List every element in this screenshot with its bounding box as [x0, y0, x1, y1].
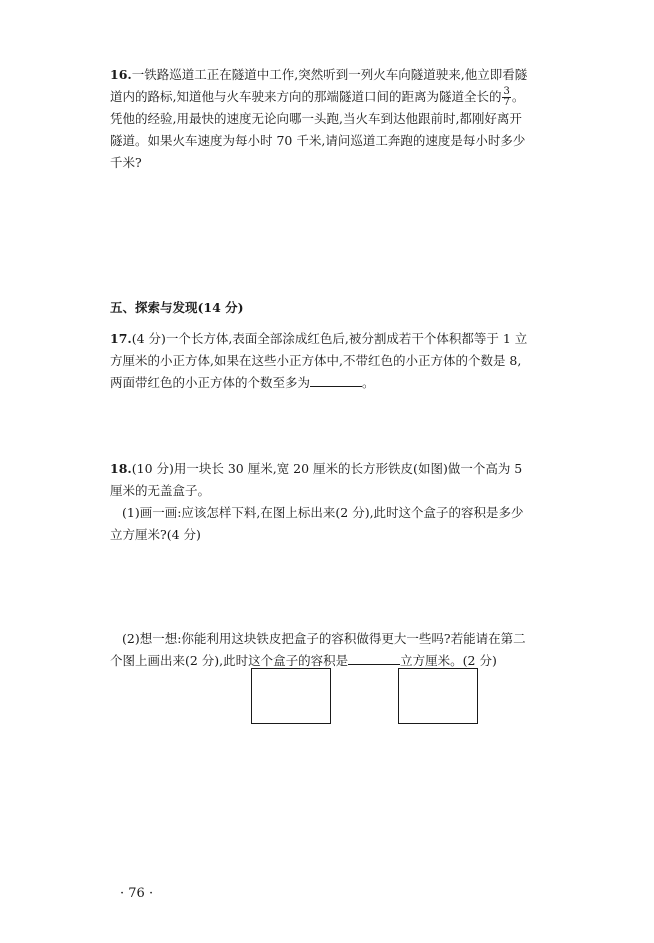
- question-16-text-b: 。凭他的经验,用最快的速度无论向哪一头跑,当火车到达他跟前时,都刚好离开隧道。如果火车速度为每小时 70 千米,请问巡道工奔跑的速度是每小时多少千米?: [110, 89, 526, 170]
- question-16-text-a: 一铁路巡道工正在隧道中工作,突然听到一列火车向隧道驶来,他立即看隧道内的路标,知道他与火车驶来方向的那端隧道口间的距离为隧道全长的: [110, 67, 528, 104]
- question-18: [110, 458, 530, 502]
- question-18-part-2-text-a: (2)想一想:你能利用这块铁皮把盒子的容积做得更大一些吗?若能请在第二个图上画出来(2 分),此时这个盒子的容积是: [110, 631, 526, 668]
- fraction-denominator: 7: [503, 97, 510, 108]
- question-18-part-1: (1)画一画:应该怎样下料,在图上标出来(2 分),此时这个盒子的容积是多少立方厘米?(4 分): [110, 505, 524, 542]
- iron-sheet-figure-1[interactable]: [251, 668, 331, 724]
- question-17-text-end: 。: [362, 375, 375, 390]
- fraction-numerator: 3: [503, 86, 510, 97]
- page-number: · 76 ·: [120, 886, 154, 901]
- section-title: 五、探索与发现(14 分): [110, 300, 244, 315]
- answer-blank-18[interactable]: [348, 652, 400, 665]
- question-18-part-2: [110, 628, 530, 672]
- question-17-number: 17.: [110, 331, 132, 346]
- question-16-number: 16.: [110, 67, 132, 82]
- question-16: [110, 64, 530, 174]
- question-18-text: (10 分)用一块长 30 厘米,宽 20 厘米的长方形铁皮(如图)做一个高为 5 厘米的无盖盒子。: [110, 461, 523, 498]
- question-18-part-2-text-b: 立方厘米。(2 分): [400, 653, 497, 668]
- question-17-text: (4 分)一个长方体,表面全部涂成红色后,被分割成若干个体积都等于 1 立方厘米的小正方体,如果在这些小正方体中,不带红色的小正方体的个数是 8,两面带红色的小正方体的个数至多为: [110, 331, 528, 390]
- question-18-number: 18.: [110, 461, 132, 476]
- fraction-three-sevenths: [502, 87, 510, 108]
- iron-sheet-figure-2[interactable]: [398, 668, 478, 724]
- question-17: [110, 328, 530, 394]
- answer-blank-17[interactable]: [310, 374, 362, 387]
